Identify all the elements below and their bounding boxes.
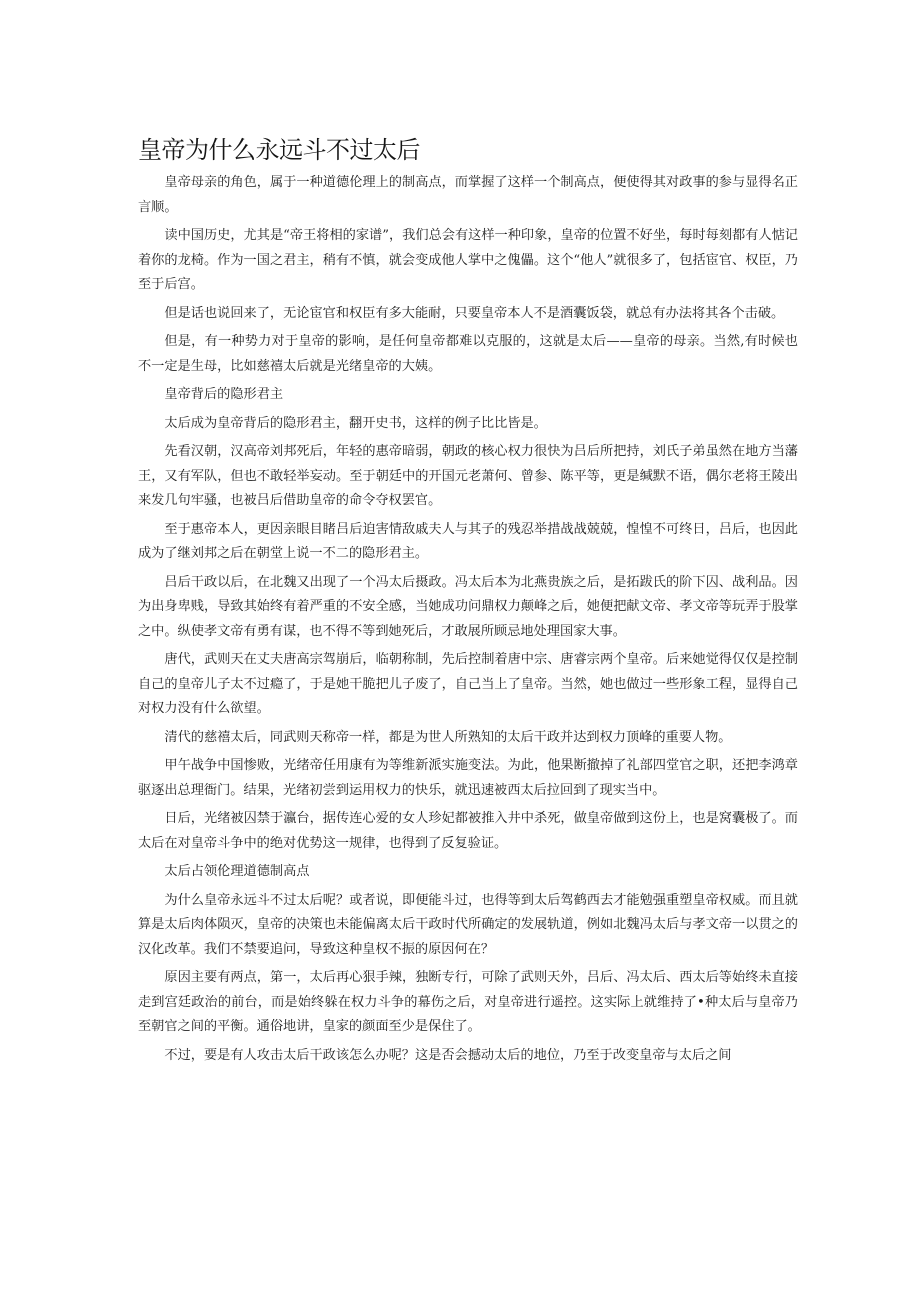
paragraph: 原因主要有两点，第一，太后再心狠手辣，独断专行，可除了武则天外，吕后、冯太后、西太后等始终未直接走到宫廷政治的前台，而是始终躲在权力斗争的幕伤之后，对皇帝进行遥控。这实际上就维持了•种太后与皇帝乃至朝官之间的平衡。通俗地讲，皇家的颜面至少是保住了。 xyxy=(138,970,798,1034)
paragraph: 不过，要是有人攻击太后干政该怎么办呢？这是否会撼动太后的地位，乃至于改变皇帝与太后之间 xyxy=(164,1047,732,1063)
paragraph: 读中国历史，尤其是“帝王将相的家谱”，我们总会有这样一种印象，皇帝的位置不好坐，每时每刻都有人惦记着你的龙椅。作为一国之君主，稍有不慎，就会变成他人掌中之傀儡。这个“他人”就很多了，包括宦官、权臣，乃至于后宫。 xyxy=(138,228,798,292)
paragraph: 唐代，武则天在丈夫唐高宗驾崩后，临朝称制，先后控制着唐中宗、唐睿宗两个皇帝。后来她觉得仅仅是控制自己的皇帝儿子太不过瘾了，于是她干脆把儿子废了，自己当上了皇帝。当然，她也做过一些形象工程，显得自己对权力没有什么欲望。 xyxy=(138,652,798,716)
paragraph: 日后，光绪被囚禁于瀛台，据传连心爱的女人珍妃都被推入井中杀死，做皇帝做到这份上，也是窝囊极了。而太后在对皇帝斗争中的绝对优势这一规律，也得到了反复验证。 xyxy=(138,811,798,851)
paragraph: 清代的慈禧太后，同武则天称帝一样，都是为世人所熟知的太后干政并达到权力顶峰的重要人物。 xyxy=(164,729,732,745)
paragraph: 吕后干政以后，在北魏又出现了一个冯太后摄政。冯太后本为北燕贵族之后，是拓跋氏的阶下囚、战利品。因为出身卑贱，导致其始终有着严重的不安全感，当她成功问鼎权力颠峰之后，她便把献文帝、孝文帝等玩弄于股掌之中。纵使孝文帝有勇有谋，也不得不等到她死后，才敢展所顾忌地处理国家大事。 xyxy=(138,574,798,639)
paragraph: 先看汉朝，汉高帝刘邦死后，年轻的惠帝暗弱，朝政的核心权力很快为吕后所把持，刘氏子弟虽然在地方当藩王，又有军队，但也不敢轻举妄动。至于朝廷中的开国元老萧何、曾参、陈平等，更是缄默不语，偶尔老将王陵出来发几句牢骚，也被吕后借助皇帝的命令夺权罢官。 xyxy=(138,444,798,508)
paragraph: 至于惠帝本人，更因亲眼目睹吕后迫害情敌戚夫人与其子的残忍举措战战兢兢，惶惶不可终日，吕后，也因此成为了继刘邦之后在朝堂上说一不二的隐形君主。 xyxy=(138,521,798,561)
article-body xyxy=(138,171,798,1068)
paragraph: 甲午战争中国惨败，光绪帝任用康有为等维新派实施变法。为此，他果断撤掉了礼部四堂官之职，还把李鸿章驱逐出总理衙门。结果，光绪初尝到运用权力的快乐，就迅速被西太后拉回到了现实当中。 xyxy=(138,758,798,798)
paragraph: 为什么皇帝永远斗不过太后呢？或者说，即便能斗过，也得等到太后驾鹤西去才能勉强重塑皇帝权威。而且就算是太后肉体陨灭，皇帝的决策也未能偏离太后干政时代所确定的发展轨道，例如北魏冯太后与孝文帝一以贯之的汉化改革。我们不禁要追问，导致这种皇权不振的原因何在？ xyxy=(138,892,798,957)
paragraph: 皇帝母亲的角色，属于一种道德伦理上的制高点，而掌握了这样一个制高点，便使得其对政事的参与显得名正言顺。 xyxy=(138,175,798,215)
paragraph: 但是，有一种势力对于皇帝的影响，是任何皇帝都难以克服的，这就是太后——皇帝的母亲。当然,有时候也不一定是生母，比如慈禧太后就是光绪皇帝的大姨。 xyxy=(138,334,798,374)
paragraph: 但是话也说回来了，无论宦官和权臣有多大能耐，只要皇帝本人不是酒囊饭袋，就总有办法将其各个击破。 xyxy=(164,305,785,321)
section-heading: 太后占领伦理道德制高点 xyxy=(164,864,310,879)
paragraph: 太后成为皇帝背后的隐形君主，翻开史书，这样的例子比比皆是。 xyxy=(164,415,547,431)
section-heading: 皇帝背后的隐形君主 xyxy=(164,387,284,402)
article-title: 皇帝为什么永远斗不过太后 xyxy=(138,136,420,164)
